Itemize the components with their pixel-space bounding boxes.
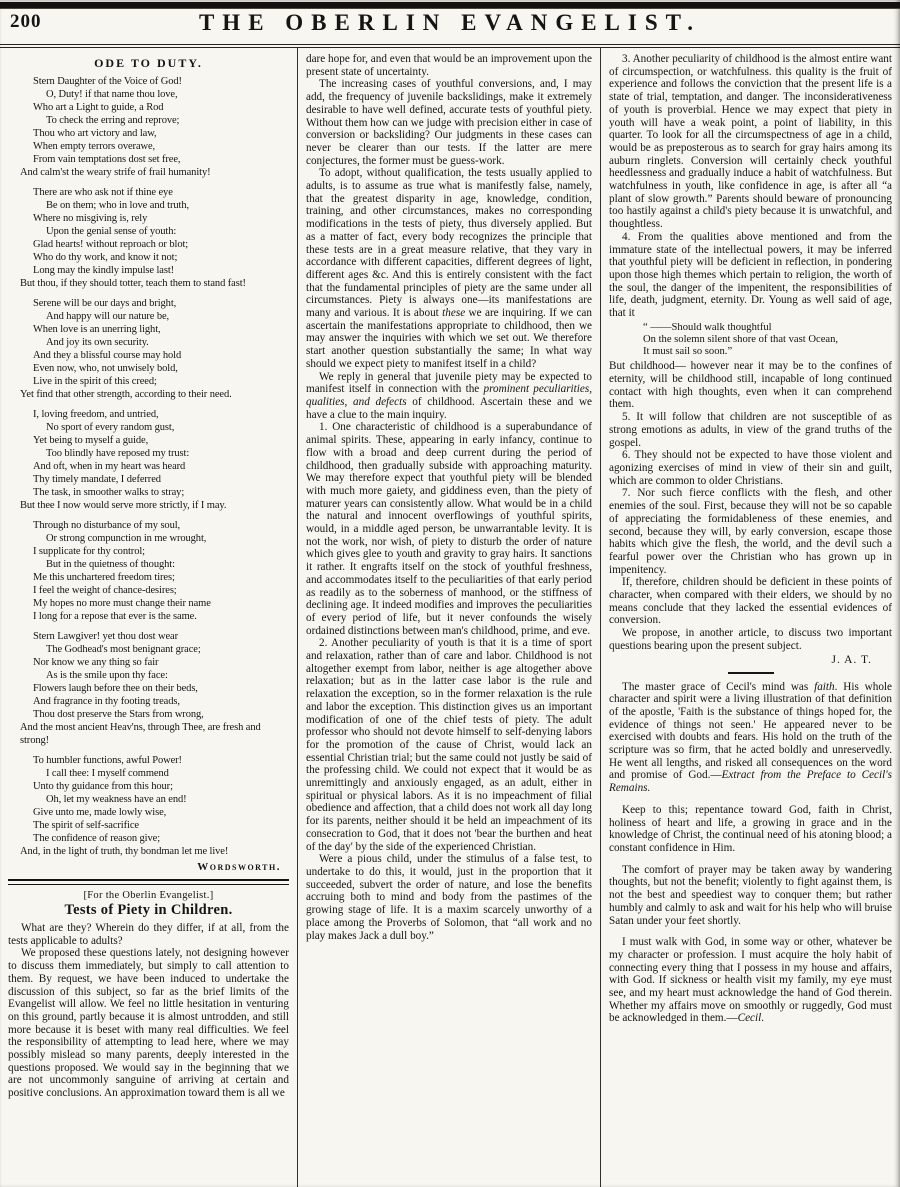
poem-line: I, loving freedom, and untried, — [33, 409, 159, 420]
quote-line: “ ——Should walk thoughtful — [643, 321, 772, 333]
poem-line: And oft, when in my heart was heard — [33, 461, 186, 472]
column-3-text — [609, 53, 892, 1025]
poem-line: And they a blissful course may hold — [33, 350, 182, 361]
poem-line: But in the quietness of thought: — [46, 559, 175, 570]
poem-line: Me this unchartered freedom tires; — [33, 572, 175, 583]
quote-line: On the solemn silent shore of that vast Ocean, — [643, 333, 839, 345]
poem-line: Yet being to myself a guide, — [33, 435, 149, 446]
article-header — [8, 890, 289, 919]
poem-line: I feel the weight of chance-desires; — [33, 585, 177, 596]
poem-line: And happy will our nature be, — [46, 311, 170, 322]
paragraph: If, therefore, children should be deficient in these points of character, when compared with their elders, we should by no means conclude that they lacked the essential evidences of conversion. — [609, 576, 892, 627]
poem-line: When empty terrors overawe, — [33, 141, 156, 152]
poem-line: Thou who art victory and law, — [33, 128, 157, 139]
paragraph: 5. It will follow that children are not susceptible of as strong emotions as adults, in view of the grand truths of the gospel. — [609, 411, 892, 449]
poem-line: Unto thy guidance from this hour; — [33, 781, 173, 792]
column-2 — [297, 48, 600, 1187]
poem-line: Upon the genial sense of youth: — [46, 226, 177, 237]
article-dateline: [For the Oberlin Evangelist.] — [83, 890, 214, 901]
poem-line: O, Duty! if that name thou love, — [46, 89, 178, 100]
poem-line: Nor know we any thing so fair — [33, 657, 159, 668]
section-divider — [728, 672, 774, 674]
paragraph: The increasing cases of youthful conversions, and, I may add, the frequency of juvenile backslidings, make it extremely desirable to have well defined, accurate tests of youthful piety. Without them how can we judge with precision either in case of conversion or backsliding? Our judgments in these cases can never be clearer than our tests. If the latter are mere conjectures, the former must be guess-work. — [306, 78, 592, 167]
poem-line: And, in the light of truth, thy bondman let me live! — [20, 846, 229, 857]
poem-line: The spirit of self-sacrifice — [33, 820, 139, 831]
poem-line: Where no misgiving is, rely — [33, 213, 148, 224]
poem-line: Even now, who, not unwisely bold, — [33, 363, 178, 374]
poem-line: I call thee: I myself commend — [46, 768, 169, 779]
poem-line: Glad hearts! without reproach or blot; — [33, 239, 189, 250]
poem-line: Live in the spirit of this creed; — [33, 376, 157, 387]
signature: J. A. T. — [831, 653, 872, 666]
top-rule — [0, 2, 900, 9]
poem-line: Serene will be our days and bright, — [33, 298, 177, 309]
poem-line: Stern Lawgiver! yet thou dost wear — [33, 631, 179, 642]
poem-line: And calm'st the weary strife of frail humanity! — [20, 167, 211, 178]
quote-line: It must sail so soon.” — [643, 346, 733, 358]
poem-line: Who do thy work, and know it not; — [33, 252, 178, 263]
paragraph: But childhood— however near it may be to the confines of eternity, will be childhood still, incapable of long continued contact with high thoughts, even when it can comprehend them. — [609, 360, 892, 411]
poem-line: Too blindly have reposed my trust: — [46, 448, 190, 459]
article-divider — [8, 879, 289, 885]
poem-line: There are who ask not if thine eye — [33, 187, 173, 198]
poem-body — [8, 75, 289, 858]
paragraph: 3. Another peculiarity of childhood is the almost entire want of circumspection, or watchfulness. this quality is the fruit of experience and follows the conviction that the present life is a state of trial, temptation, and danger. The inconsiderativeness of youth is proverbial. Hence we may expect that piety in youth will have a weak point, a point of liability, in this quarter. To look for all the circumspectness of age in a child, would be as preposterous as to search for gray hairs among its auburn ringlets. Conversion will certainly check youthful heedlessness and gradually induce a habit of watchfulness. But watchfulness in youth, like confidence in age, is after all “a plant of slow growth.” Parents should beware of pronouncing too hastily against a child's piety because it is unwatchful, and thoughtless. — [609, 53, 892, 231]
paragraph: What are they? Wherein do they differ, if at all, from the tests applicable to adults? — [8, 922, 289, 947]
column-2-text — [306, 53, 592, 942]
paragraph: Keep to this; repentance toward God, faith in Christ, holiness of heart and life, a growing in grace and in the knowledge of Christ, the continual need of his atoning blood; a constant confidence in Him. — [609, 803, 892, 854]
poem-line: The Godhead's most benignant grace; — [46, 644, 201, 655]
poem-line: And joy its own security. — [46, 337, 149, 348]
poem-line: I long for a repose that ever is the same. — [33, 611, 197, 622]
poem-line: The confidence of reason give; — [33, 833, 161, 844]
poem-line: Flowers laugh before thee on their beds, — [33, 683, 198, 694]
poem-line: Thou dost preserve the Stars from wrong, — [33, 709, 204, 720]
poem-ode-to-duty — [8, 56, 289, 873]
poem-title: ODE TO DUTY. — [94, 56, 203, 70]
paragraph: I must walk with God, in some way or other, whatever be my character or profession. I must acquire the holy habit of connecting every thing that I possess in my house and affairs, with God. If sickness or health visit my family, my eye must see, and my heart must acknowledge the hand of God therein. Whether my affairs move on smoothly or ruggedly, God must be acknowledged in them.—Cecil. — [609, 936, 892, 1025]
poem-line: Be on them; who in love and truth, — [46, 200, 189, 211]
poem-line: The task, in smoother walks to stray; — [33, 487, 185, 498]
paragraph: 6. They should not be expected to have those violent and agonizing exercises of mind in view of their sin and guilt, which are common to older Christians. — [609, 449, 892, 487]
paragraph: We proposed these questions lately, not designing however to discuss them immediately, but simply to call attention to them. By request, we have been induced to undertake the discussion of this subject, so far as the brief limits of the Evangelist will allow. We feel no little hesitation in venturing on this ground, partly because it is almost untrodden, and still more because it is beset with many real difficulties. We feel the responsibility of attempting to lead here, where we may possibly mislead so many parents, deeply interested in the questions proposed. We would say in the beginning that we are not uncommonly sanguine of arriving at certain and positive conclusions. An approximation toward them is all we — [8, 947, 289, 1100]
poem-line: When love is an unerring light, — [33, 324, 161, 335]
poem-line: Give unto me, made lowly wise, — [33, 807, 167, 818]
paragraph: 7. Nor such fierce conflicts with the flesh, and other enemies of the soul. First, because they will not be so capable of appreciating the formidableness of these enemies, and second, because they will, by early conversion, escape those habits which give the flesh, the world, and the devil such a fearful power over the Christian who has grown up in impenitency. — [609, 487, 892, 576]
page-number: 200 — [10, 11, 42, 32]
poem-line: No sport of every random gust, — [46, 422, 175, 433]
poem-line: And the most ancient Heav'ns, through Thee, are fresh and strong! — [20, 722, 261, 746]
poem-signature: Wordsworth. — [197, 861, 281, 873]
paragraph: We reply in general that juvenile piety may be expected to manifest itself in connection with the prominent peculiarities, qualities, and defects of childhood. Ascertain these and we have a clue to the main inquiry. — [306, 370, 592, 421]
poem-line: My hopes no more must change their name — [33, 598, 211, 609]
paragraph: We propose, in another article, to discuss two important questions bearing upon the present subject. — [609, 627, 892, 652]
poem-line: And fragrance in thy footing treads, — [33, 696, 180, 707]
article-title: Tests of Piety in Children. — [64, 902, 233, 918]
paragraph: 4. From the qualities above mentioned and from the immature state of the intellectual powers, it may be inferred that youthful piety will be deficient in reflection, in pondering upon those high themes which pertain to religion, the worth of the soul, the danger of the impenitent, the responsibilities of life, death, judgment, eternity. Dr. Young as well said of age, that it — [609, 230, 892, 320]
column-3 — [600, 48, 900, 1187]
paragraph: The comfort of prayer may be taken away by wandering thoughts, but not the benefit; violently to fight against them, is not the best and speediest way to conquer them; but rather humbly and calmly to ask and wait for his help who will bruise Satan under your feet shortly. — [609, 863, 892, 927]
poem-line: As is the smile upon thy face: — [46, 670, 168, 681]
poem-line: Long may the kindly impulse last! — [33, 265, 175, 276]
poem-line: But thou, if they should totter, teach them to stand fast! — [20, 278, 246, 289]
poem-line: To check the erring and reprove; — [46, 115, 180, 126]
poem-line: Or strong compunction in me wrought, — [46, 533, 207, 544]
poem-line: But thee I now would serve more strictly, if I may. — [20, 500, 227, 511]
poem-line: To humbler functions, awful Power! — [33, 755, 182, 766]
poem-line: From vain temptations dost set free, — [33, 154, 181, 165]
poem-line: Thy timely mandate, I deferred — [33, 474, 161, 485]
paragraph: 2. Another peculiarity of youth is that it is a time of sport and relaxation, rather than of care and labor. Childhood is not altogether exempt from labor, neither is age altogether above relaxation; but as in the latter case labor is the rule and relaxation the exception, so in the former relaxation is the rule and labor the exception. This distinction gives us an important modification of one of the chief tests of piety. The adult professor who should not devote himself to self-denying labors for the promotion of the cause of Christ, would lack an essential Christian trial; but the same could not justly be said of the professing child. We could not expect that it would be as unremittingly and anxiously engaged, as an adult, either in spiritual or physical labors. As it is no impeachment of filial obedience and affection, that a child does not work all day long for its parents, neither should it be held an impeachment of its consecration to God, that it does not 'bear the burthen and heat of the day' by the side of the experienced Christian. — [306, 637, 592, 853]
poem-line: Yet find that other strength, according to their need. — [20, 389, 232, 400]
block-quote — [609, 322, 892, 359]
paragraph: dare hope for, and even that would be an improvement upon the present state of uncertainty. — [306, 53, 592, 78]
paragraph: Were a pious child, under the stimulus of a false test, to undertake to do this, it would, just in the proportion that it succeeded, subvert the order of nature, and lose the benefits accruing both to mind and body from the pastimes of the growing stage of life. It is a maxim scarcely unworthy of a place among the Proverbs of Solomon, that “all work and no play makes Jack a dull boy.” — [306, 853, 592, 942]
column-1 — [0, 48, 297, 1187]
page-header — [0, 9, 900, 42]
poem-line: I supplicate for thy control; — [33, 546, 145, 557]
paragraph: To adopt, without qualification, the tests usually applied to adults, is to assume as true what is manifestly false, namely, that the greatest disparity in age, knowledge, condition, training, and other circumstances, makes no corresponding modifications in the tests of piety, thus diversely applied. But as a matter of fact, every body recognizes the principle that these tests are in a great measure relative, that they vary in accordance with different capacities, different degrees of light, different ages &c. And this is entirely consistent with the fact that the fundamental principles of piety are the same under all circumstances. Piety is always one—its manifestations are many and various. It is about these we are inquiring. If we can ascertain the manifestations appropriate to childhood, then we may answer the inquiries with which we set out. We therefore start another question substantially the same; In what way should we expect piety to manifest itself in a child? — [306, 167, 592, 370]
poem-line: Through no disturbance of my soul, — [33, 520, 181, 531]
poem-line: Who art a Light to guide, a Rod — [33, 102, 164, 113]
masthead-title: THE OBERLIN EVANGELIST. — [198, 10, 702, 35]
column-1-text — [8, 922, 289, 1100]
paragraph: 1. One characteristic of childhood is a superabundance of animal spirits. These, appearing in early infancy, continue to flow with a broad and deep current during the period of childhood, then gradually subside with approaching maturity. We may therefore expect that youthful piety will be blended with much more gaiety, and giddiness even, than the piety of maturer years can consistently allow. What would be in a child the natural and innocent overflowings of youthful spirits, would, in a middle aged person, be unwarrantable levity. It is not the work, nor wish, of piety to disturb the order of nature which gives glee to youth and gravity to gray hairs. It sanctions it rather. It engrafts itself on the stock of youthful freshness, and accommodates itself to the peculiarities of that early period as readily as to the soberness of manhood, or the stiffness of declining age. It indeed modifies and improves the peculiarities of every period of life, but it never confounds the wisely ordained distinctions between man's childhood, prime, and eve. — [306, 421, 592, 637]
columns — [0, 48, 900, 1187]
paragraph: The master grace of Cecil's mind was faith. His whole character and spirit were a living illustration of that definition of the apostle, 'Faith is the substance of things hoped for, the evidence of things not seen.' He appeared never to be exercised with doubts and fears. His hold on the truth of the scripture was so firm, that he acted boldly and unreservedly. He went all lengths, and risked all consequences on the word and promise of God.—Extract from the Preface to Cecil's Remains. — [609, 680, 892, 795]
poem-line: Oh, let my weakness have an end! — [46, 794, 187, 805]
poem-line: Stern Daughter of the Voice of God! — [33, 76, 182, 87]
